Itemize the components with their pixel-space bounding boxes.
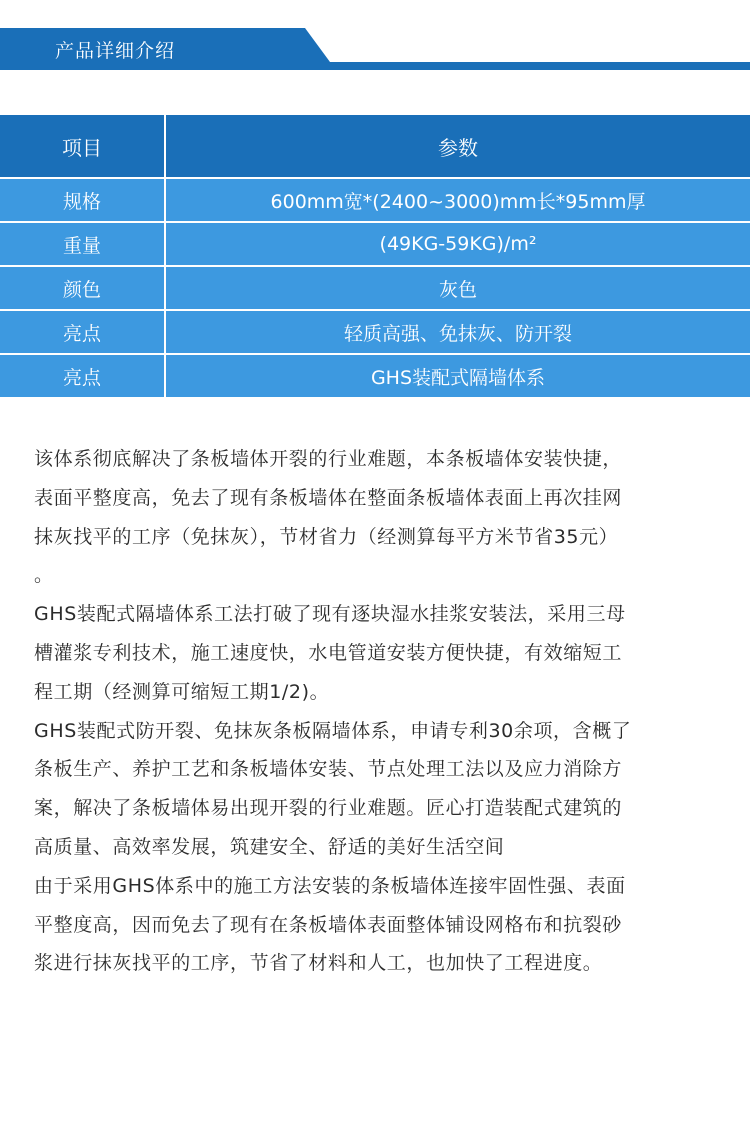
column-header-param: 参数 bbox=[165, 114, 750, 178]
table-header-row bbox=[0, 114, 750, 178]
row-value: 600mm宽*(2400~3000)mm长*95mm厚 bbox=[165, 178, 750, 222]
paragraph: 由于采用GHS体系中的施工方法安装的条板墙体连接牢固性强、表面 平整度高，因而免去了现有在条板墙体表面整体铺设网格布和抗裂砂 浆进行抹灰找平的工序，节省了材料和人工，也加快了工程进度。 bbox=[34, 874, 626, 975]
table-row bbox=[0, 310, 750, 354]
row-value: GHS装配式隔墙体系 bbox=[165, 354, 750, 398]
row-label: 重量 bbox=[0, 222, 165, 266]
spec-table bbox=[0, 113, 750, 399]
row-label: 规格 bbox=[0, 178, 165, 222]
section-title: 产品详细介绍 bbox=[55, 40, 176, 62]
paragraph: GHS装配式防开裂、免抹灰条板隔墙体系，申请专利30余项，含概了 条板生产、养护工艺和条板墙体安装、节点处理工法以及应力消除方 案，解决了条板墙体易出现开裂的行业难题。匠心打造装配式建筑的 高质量、高效率发展，筑建安全、舒适的美好生活空间 bbox=[34, 719, 632, 858]
row-label: 颜色 bbox=[0, 266, 165, 310]
row-value: 灰色 bbox=[165, 266, 750, 310]
table-row bbox=[0, 266, 750, 310]
table-row bbox=[0, 222, 750, 266]
column-header-item: 项目 bbox=[0, 114, 165, 178]
row-label: 亮点 bbox=[0, 354, 165, 398]
section-banner bbox=[0, 0, 750, 70]
row-value: 轻质高强、免抹灰、防开裂 bbox=[165, 310, 750, 354]
paragraph: GHS装配式隔墙体系工法打破了现有逐块湿水挂浆安装法，采用三母 槽灌浆专利技术，施工速度快，水电管道安装方便快捷，有效缩短工 程工期（经测算可缩短工期1/2)。 bbox=[34, 603, 626, 703]
paragraph: 该体系彻底解决了条板墙体开裂的行业难题，本条板墙体安装快捷， 表面平整度高，免去了现有条板墙体在整面条板墙体表面上再次挂网 抹灰找平的工序（免抹灰），节材省力（经测算每平方米节省35元） 。 bbox=[34, 448, 623, 587]
row-label: 亮点 bbox=[0, 310, 165, 354]
description-text bbox=[34, 440, 724, 983]
row-value: (49KG-59KG)/m² bbox=[165, 222, 750, 266]
table-row bbox=[0, 354, 750, 398]
table-row bbox=[0, 178, 750, 222]
